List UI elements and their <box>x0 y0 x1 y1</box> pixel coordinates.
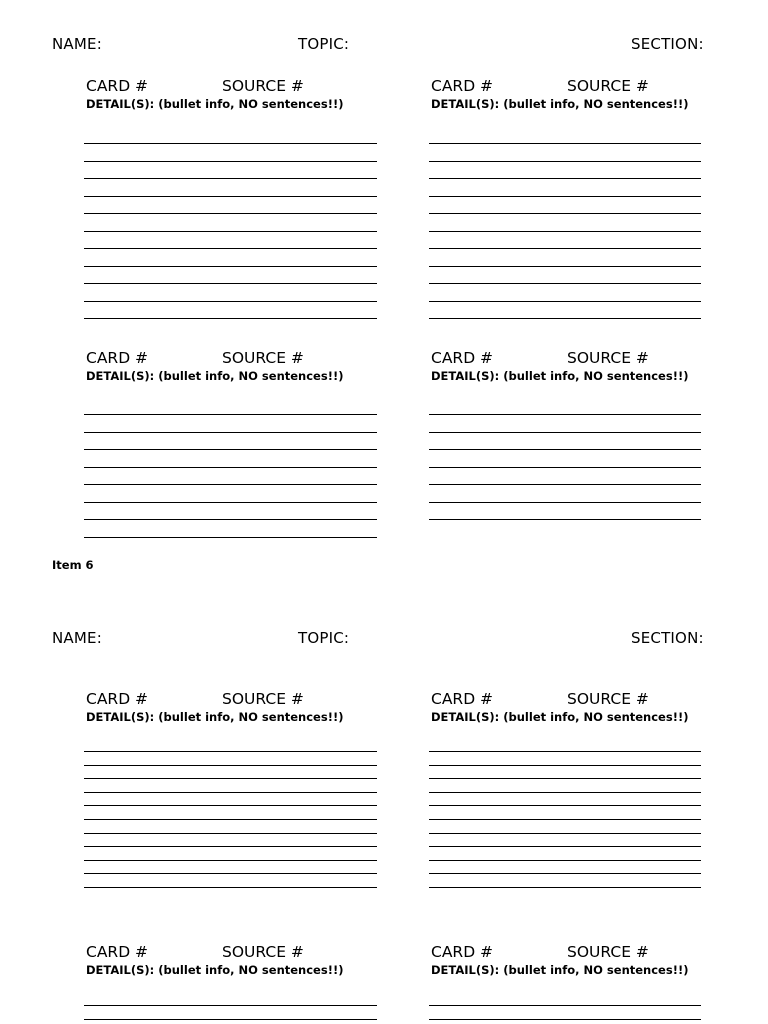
topic-label: TOPIC: <box>298 629 350 647</box>
details-label: DETAIL(S): (bullet info, NO sentences!!) <box>431 97 689 111</box>
writing-line <box>84 887 377 888</box>
item-label: Item 6 <box>52 558 94 572</box>
section-label: SECTION: <box>631 629 704 647</box>
writing-line <box>429 751 701 752</box>
card-number-label: CARD # <box>86 349 149 367</box>
card-number-label: CARD # <box>431 690 494 708</box>
writing-line <box>429 805 701 806</box>
writing-line <box>429 449 701 450</box>
writing-line <box>84 537 377 538</box>
writing-line <box>429 819 701 820</box>
writing-line <box>84 248 377 249</box>
source-number-label: SOURCE # <box>222 690 304 708</box>
details-label: DETAIL(S): (bullet info, NO sentences!!) <box>431 710 689 724</box>
writing-line <box>429 887 701 888</box>
details-label: DETAIL(S): (bullet info, NO sentences!!) <box>86 97 344 111</box>
writing-line <box>84 161 377 162</box>
details-label: DETAIL(S): (bullet info, NO sentences!!) <box>431 369 689 383</box>
writing-line <box>429 178 701 179</box>
writing-line <box>84 805 377 806</box>
writing-line <box>84 519 377 520</box>
card-number-label: CARD # <box>86 77 149 95</box>
writing-line <box>84 143 377 144</box>
details-label: DETAIL(S): (bullet info, NO sentences!!) <box>431 963 689 977</box>
writing-line <box>429 873 701 874</box>
writing-line <box>84 301 377 302</box>
writing-line <box>84 765 377 766</box>
writing-line <box>84 318 377 319</box>
writing-line <box>429 213 701 214</box>
name-label: NAME: <box>52 35 102 53</box>
writing-line <box>84 266 377 267</box>
writing-line <box>84 1005 377 1006</box>
writing-line <box>429 765 701 766</box>
section-label: SECTION: <box>631 35 704 53</box>
writing-line <box>429 519 701 520</box>
details-label: DETAIL(S): (bullet info, NO sentences!!) <box>86 710 344 724</box>
writing-line <box>429 318 701 319</box>
writing-line <box>429 161 701 162</box>
name-label: NAME: <box>52 629 102 647</box>
details-label: DETAIL(S): (bullet info, NO sentences!!) <box>86 369 344 383</box>
writing-line <box>429 467 701 468</box>
writing-line <box>84 467 377 468</box>
writing-line <box>84 178 377 179</box>
writing-line <box>84 283 377 284</box>
writing-line <box>84 484 377 485</box>
writing-line <box>84 231 377 232</box>
writing-line <box>84 432 377 433</box>
writing-line <box>429 1019 701 1020</box>
details-label: DETAIL(S): (bullet info, NO sentences!!) <box>86 963 344 977</box>
writing-line <box>429 248 701 249</box>
writing-line <box>84 1019 377 1020</box>
writing-line <box>84 873 377 874</box>
card-number-label: CARD # <box>86 943 149 961</box>
card-number-label: CARD # <box>431 943 494 961</box>
writing-line <box>84 414 377 415</box>
writing-line <box>429 846 701 847</box>
writing-line <box>84 196 377 197</box>
writing-line <box>84 860 377 861</box>
writing-line <box>429 196 701 197</box>
card-number-label: CARD # <box>86 690 149 708</box>
writing-line <box>429 432 701 433</box>
writing-line <box>429 266 701 267</box>
writing-line <box>429 143 701 144</box>
writing-line <box>84 792 377 793</box>
topic-label: TOPIC: <box>298 35 350 53</box>
writing-line <box>84 449 377 450</box>
source-number-label: SOURCE # <box>567 690 649 708</box>
writing-line <box>429 283 701 284</box>
source-number-label: SOURCE # <box>222 943 304 961</box>
card-number-label: CARD # <box>431 77 494 95</box>
writing-line <box>429 231 701 232</box>
writing-line <box>84 778 377 779</box>
card-number-label: CARD # <box>431 349 494 367</box>
writing-line <box>84 502 377 503</box>
writing-line <box>84 213 377 214</box>
writing-line <box>429 484 701 485</box>
writing-line <box>429 833 701 834</box>
writing-line <box>429 414 701 415</box>
writing-line <box>429 778 701 779</box>
writing-line <box>429 502 701 503</box>
source-number-label: SOURCE # <box>222 77 304 95</box>
writing-line <box>429 860 701 861</box>
source-number-label: SOURCE # <box>222 349 304 367</box>
writing-line <box>84 833 377 834</box>
writing-line <box>84 819 377 820</box>
writing-line <box>429 301 701 302</box>
source-number-label: SOURCE # <box>567 943 649 961</box>
writing-line <box>429 1005 701 1006</box>
source-number-label: SOURCE # <box>567 77 649 95</box>
writing-line <box>429 792 701 793</box>
writing-line <box>84 751 377 752</box>
source-number-label: SOURCE # <box>567 349 649 367</box>
writing-line <box>84 846 377 847</box>
